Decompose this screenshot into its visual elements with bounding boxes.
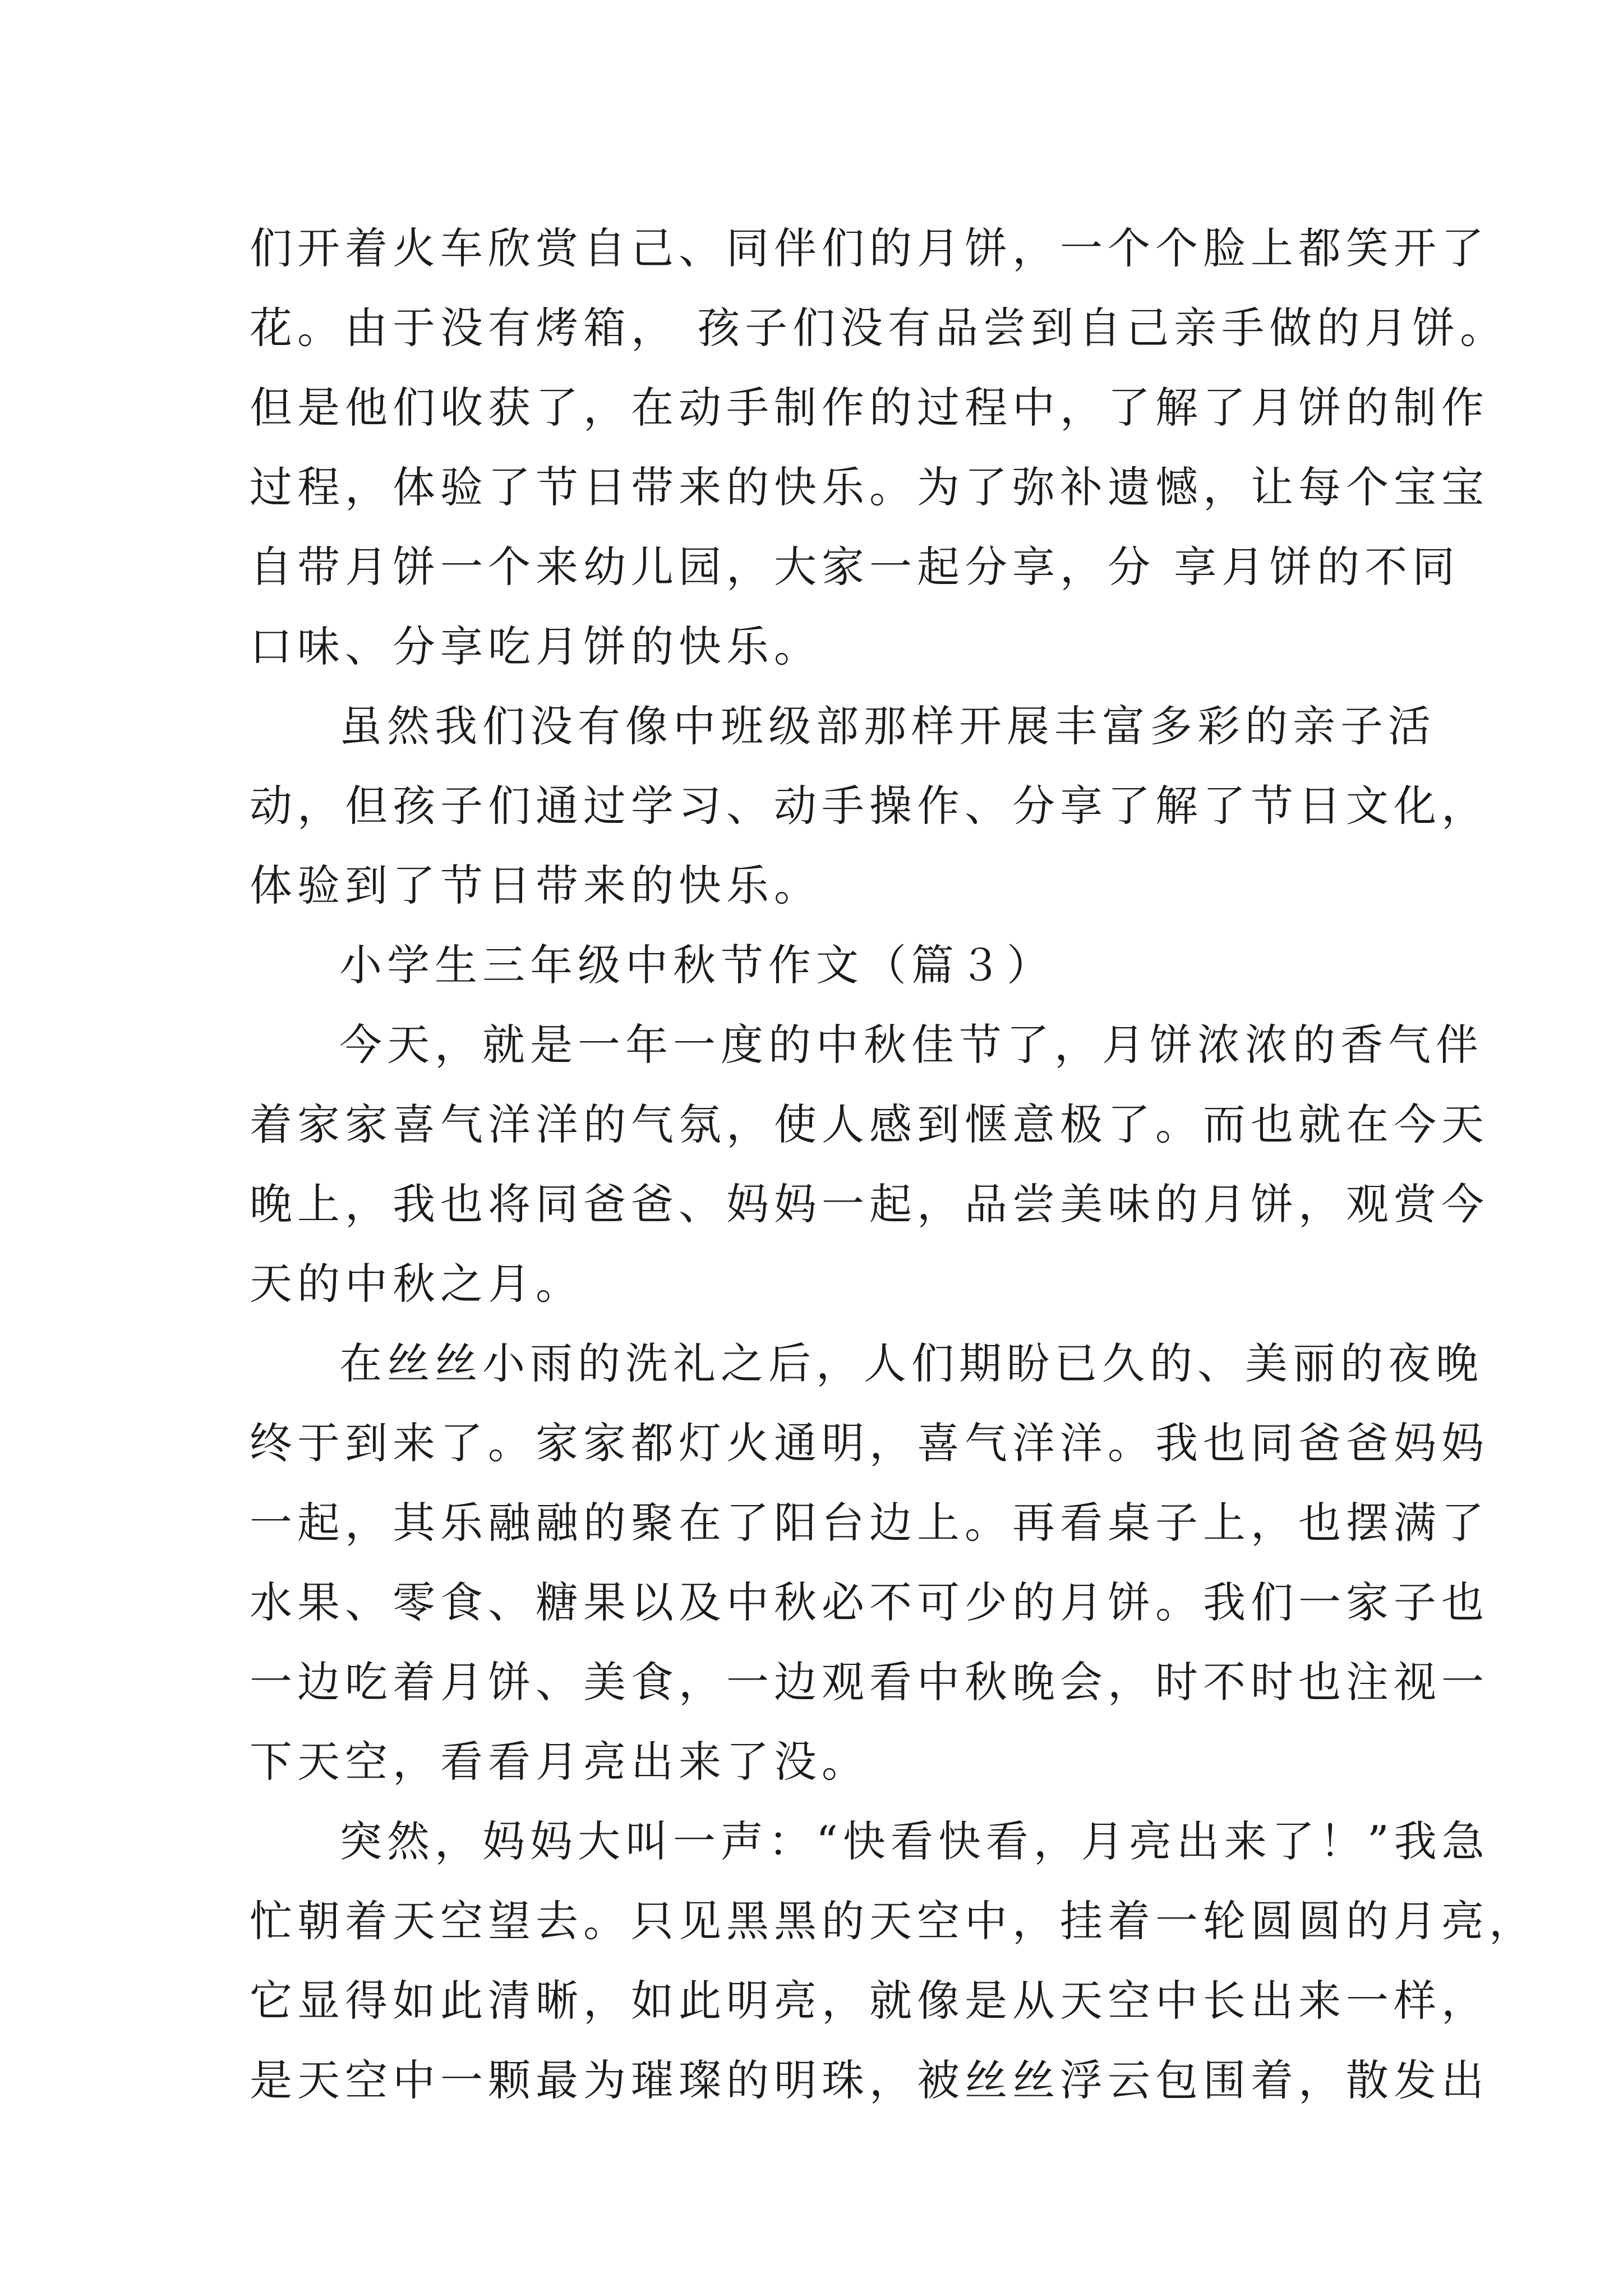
text-line: 自带月饼一个来幼儿园，大家一起分享，分 享月饼的不同 bbox=[250, 542, 1460, 592]
text-line: 一起，其乐融融的聚在了阳台边上。再看桌子上，也摆满了 bbox=[250, 1498, 1489, 1548]
text-line: 天的中秋之月。 bbox=[250, 1259, 583, 1309]
text-line: 是天空中一颗最为璀璨的明珠，被丝丝浮云包围着，散发出 bbox=[250, 2055, 1489, 2105]
text-line: 晚上，我也将同爸爸、妈妈一起，品尝美味的月饼，观赏今 bbox=[250, 1179, 1489, 1229]
text-line: 过程，体验了节日带来的快乐。为了弥补遗憾，让每个宝宝 bbox=[250, 462, 1489, 512]
text-line: 动，但孩子们通过学习、动手操作、分享了解了节日文化， bbox=[250, 781, 1489, 831]
text-line: 它显得如此清晰，如此明亮，就像是从天空中长出来一样， bbox=[250, 1976, 1489, 2026]
text-line: 忙朝着天空望去。只见黑黑的天空中，挂着一轮圆圆的月亮， bbox=[250, 1896, 1537, 1946]
paragraph-start-line: 虽然我们没有像中班级部那样开展丰富多彩的亲子活 bbox=[339, 701, 1436, 751]
text-line: 但是他们收获了，在动手制作的过程中，了解了月饼的制作 bbox=[250, 383, 1489, 432]
paragraph-start-line: 突然，妈妈大叫一声：“快看快看，月亮出来了！”我急 bbox=[339, 1816, 1490, 1866]
section-heading: 小学生三年级中秋节作文（篇３） bbox=[339, 940, 1054, 990]
text-line: 体验到了节日带来的快乐。 bbox=[250, 861, 822, 910]
text-line: 花。由于没有烤箱， 孩子们没有品尝到自己亲手做的月饼。 bbox=[250, 303, 1508, 353]
text-line: 口味、分享吃月饼的快乐。 bbox=[250, 622, 822, 671]
text-line: 们开着火车欣赏自己、同伴们的月饼，一个个脸上都笑开了 bbox=[250, 223, 1489, 273]
paragraph-start-line: 今天，就是一年一度的中秋佳节了，月饼浓浓的香气伴 bbox=[339, 1020, 1483, 1070]
body-text bbox=[250, 209, 1537, 2120]
text-line: 终于到来了。家家都灯火通明，喜气洋洋。我也同爸爸妈妈 bbox=[250, 1418, 1489, 1468]
text-line: 一边吃着月饼、美食，一边观看中秋晚会，时不时也注视一 bbox=[250, 1657, 1489, 1707]
text-line: 着家家喜气洋洋的气氛，使人感到惬意极了。而也就在今天 bbox=[250, 1099, 1489, 1149]
text-line: 下天空，看看月亮出来了没。 bbox=[250, 1737, 869, 1787]
text-line: 水果、零食、糖果以及中秋必不可少的月饼。我们一家子也 bbox=[250, 1577, 1489, 1627]
paragraph-start-line: 在丝丝小雨的洗礼之后，人们期盼已久的、美丽的夜晚 bbox=[339, 1338, 1483, 1388]
